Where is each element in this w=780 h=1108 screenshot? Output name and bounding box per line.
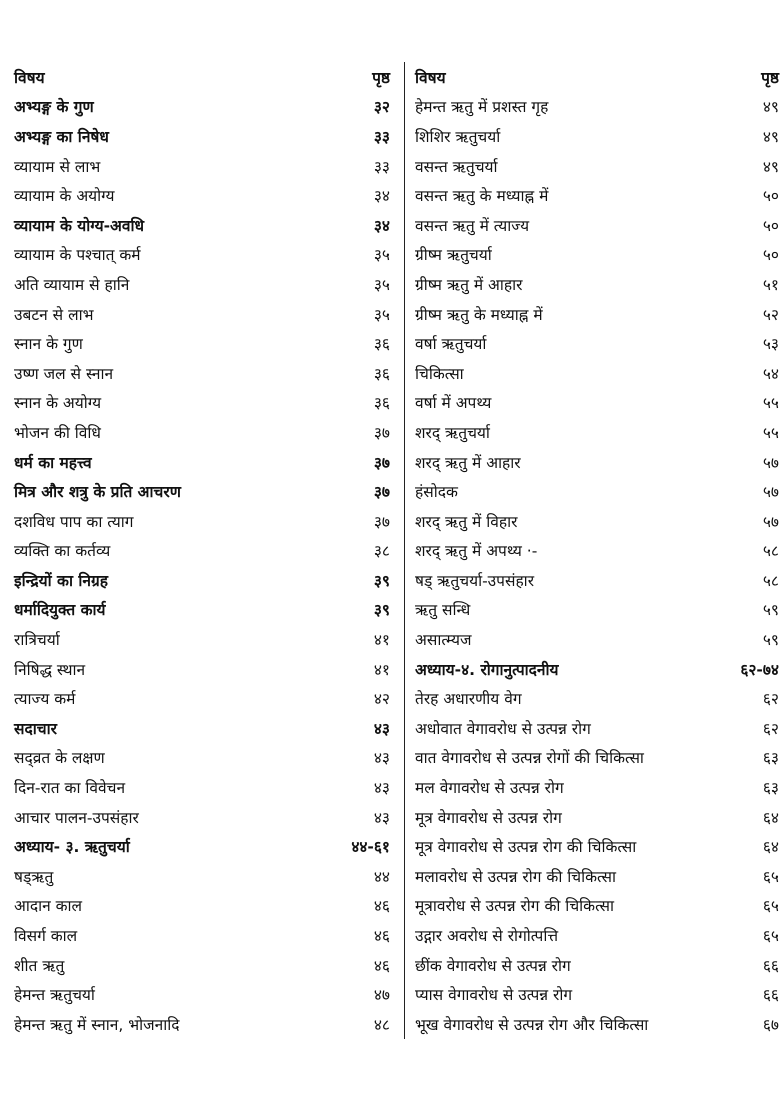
toc-entry — [14, 920, 400, 950]
toc-entry — [14, 447, 400, 477]
toc-entry — [14, 536, 400, 566]
toc-entry — [14, 417, 400, 447]
toc-entry-title: षड् ऋतुचर्या-उपसंहार — [415, 571, 535, 590]
toc-entry — [14, 772, 400, 802]
toc-entry — [405, 388, 780, 418]
toc-entry — [405, 269, 780, 299]
toc-entry-title: भूख वेगावरोध से उत्पन्न रोग और चिकित्सा — [415, 1015, 649, 1034]
toc-entry — [14, 979, 400, 1009]
toc-entry — [405, 595, 780, 625]
toc-entry — [14, 240, 400, 270]
toc-entry — [405, 210, 780, 240]
toc-entry — [14, 831, 400, 861]
toc-entry-title: हेमन्त ऋतु में स्नान, भोजनादि — [14, 1015, 180, 1034]
toc-entry-page: ३२ — [373, 98, 390, 117]
toc-entry-page: ३६ — [373, 335, 390, 354]
column-header-topic: विषय — [415, 68, 446, 87]
toc-entry-page: ६५ — [762, 897, 779, 916]
toc-entry — [14, 269, 400, 299]
toc-entry-title: इन्द्रियों का निग्रह — [14, 571, 108, 590]
toc-entry-page: ३९ — [373, 571, 390, 590]
toc-entry-page: ५७ — [762, 512, 779, 531]
toc-entry-page: ३४ — [373, 216, 390, 235]
toc-entry-page: ४४-६१ — [351, 838, 390, 857]
toc-entry — [14, 743, 400, 773]
toc-entry — [405, 920, 780, 950]
toc-entry-title: उद्गार अवरोध से रोगोत्पत्ति — [415, 927, 559, 946]
toc-entry — [405, 536, 780, 566]
toc-entry-page: ४८ — [373, 1015, 390, 1034]
toc-right-list — [405, 92, 780, 1039]
toc-entry-page: ६२-७४ — [740, 660, 779, 679]
toc-entry-page: ४९ — [762, 127, 779, 146]
toc-entry-page: ३४ — [373, 187, 390, 206]
toc-entry-title: उष्ण जल से स्नान — [14, 364, 114, 383]
toc-entry-page: ३५ — [373, 305, 390, 324]
toc-entry — [405, 417, 780, 447]
toc-entry — [405, 92, 780, 122]
toc-entry-title: अभ्यङ्ग का निषेध — [14, 127, 109, 146]
toc-entry-page: ६३ — [762, 749, 779, 768]
toc-entry-page: ५८ — [762, 542, 779, 561]
toc-entry — [14, 210, 400, 240]
toc-right-header — [405, 62, 780, 92]
toc-entry-page: ५२ — [762, 305, 779, 324]
toc-entry-title: वसन्त ऋतु के मध्याह्न में — [415, 187, 549, 206]
toc-entry — [405, 358, 780, 388]
toc-entry — [405, 1009, 780, 1039]
toc-entry-title: शरद् ऋतु में अपथ्य ·- — [415, 542, 538, 561]
toc-entry-page: ५० — [762, 246, 779, 265]
toc-entry-title: ऋतु सन्धि — [415, 601, 471, 620]
toc-entry-page: ४४ — [373, 867, 390, 886]
toc-entry-title: अधोवात वेगावरोध से उत्पन्न रोग — [415, 719, 591, 738]
toc-left-header — [14, 62, 400, 92]
toc-entry — [405, 151, 780, 181]
toc-entry-title: व्यायाम से लाभ — [14, 157, 101, 176]
toc-entry-title: स्नान के अयोग्य — [14, 394, 102, 413]
toc-entry-page: ६६ — [762, 986, 779, 1005]
toc-entry-page: ४३ — [373, 749, 390, 768]
toc-entry — [405, 506, 780, 536]
toc-right-column — [404, 62, 780, 1039]
toc-entry-title: छींक वेगावरोध से उत्पन्न रोग — [415, 956, 571, 975]
toc-entry — [14, 358, 400, 388]
toc-entry-page: ३७ — [373, 483, 390, 502]
toc-entry-page: ५१ — [762, 275, 779, 294]
toc-entry-title: व्यायाम के अयोग्य — [14, 187, 115, 206]
toc-entry-title: स्नान के गुण — [14, 335, 83, 354]
toc-entry-page: ६४ — [762, 808, 779, 827]
toc-entry-page: ४७ — [373, 986, 390, 1005]
toc-entry-title: व्यायाम के पश्चात् कर्म — [14, 246, 141, 265]
toc-entry-title: निषिद्ध स्थान — [14, 660, 86, 679]
toc-entry — [405, 743, 780, 773]
toc-entry — [14, 683, 400, 713]
toc-entry — [14, 121, 400, 151]
toc-entry — [14, 151, 400, 181]
toc-entry-title: वात वेगावरोध से उत्पन्न रोगों की चिकित्सा — [415, 749, 644, 768]
toc-entry — [405, 476, 780, 506]
toc-entry-title: वर्षा ऋतुचर्या — [415, 335, 487, 354]
toc-entry-page: ३६ — [373, 364, 390, 383]
toc-entry — [14, 1009, 400, 1039]
toc-entry — [405, 121, 780, 151]
toc-entry — [14, 328, 400, 358]
column-header-page: पृष्ठ — [761, 68, 779, 87]
toc-entry-title: ग्रीष्म ऋतु में आहार — [415, 275, 523, 294]
toc-entry — [405, 802, 780, 832]
toc-entry-page: ५८ — [762, 571, 779, 590]
toc-entry-title: विसर्ग काल — [14, 927, 78, 946]
toc-entry — [14, 861, 400, 891]
toc-entry-title: वर्षा में अपथ्य — [415, 394, 492, 413]
toc-entry-title: मूत्र वेगावरोध से उत्पन्न रोग — [415, 808, 562, 827]
toc-entry-title: रात्रिचर्या — [14, 631, 60, 650]
toc-entry — [14, 180, 400, 210]
toc-entry-page: ६५ — [762, 927, 779, 946]
toc-entry-title: मित्र और शत्रु के प्रति आचरण — [14, 483, 181, 502]
toc-entry — [14, 476, 400, 506]
toc-entry-title: शिशिर ऋतुचर्या — [415, 127, 501, 146]
toc-entry-title: अति व्यायाम से हानि — [14, 275, 130, 294]
toc-entry — [405, 240, 780, 270]
toc-entry — [405, 713, 780, 743]
toc-entry-page: ६२ — [762, 719, 779, 738]
toc-entry — [405, 299, 780, 329]
toc-entry-page: ५० — [762, 216, 779, 235]
toc-entry-page: ४६ — [373, 956, 390, 975]
toc-entry — [405, 565, 780, 595]
toc-entry-page: ५५ — [762, 394, 779, 413]
toc-entry-title: वसन्त ऋतुचर्या — [415, 157, 498, 176]
toc-entry-page: ३९ — [373, 601, 390, 620]
toc-entry — [14, 891, 400, 921]
toc-entry-title: हेमन्त ऋतुचर्या — [14, 986, 95, 1005]
toc-entry-title: शरद् ऋतुचर्या — [415, 423, 490, 442]
toc-entry-page: ६२ — [762, 690, 779, 709]
toc-entry-title: भोजन की विधि — [14, 423, 101, 442]
toc-entry-page: ३६ — [373, 394, 390, 413]
toc-entry-page: ३८ — [373, 542, 390, 561]
column-header-page: पृष्ठ — [372, 68, 390, 87]
toc-entry-page: ५७ — [762, 483, 779, 502]
toc-entry-title: मल वेगावरोध से उत्पन्न रोग — [415, 779, 564, 798]
toc-entry-title: चिकित्सा — [415, 364, 464, 383]
toc-entry-page: ३५ — [373, 275, 390, 294]
toc-entry-page: ३७ — [373, 453, 390, 472]
toc-entry — [14, 595, 400, 625]
toc-entry-page: ६५ — [762, 867, 779, 886]
toc-entry-title: तेरह अधारणीय वेग — [415, 690, 522, 709]
toc-entry-title: प्यास वेगावरोध से उत्पन्न रोग — [415, 986, 573, 1005]
toc-entry-page: ४९ — [762, 157, 779, 176]
toc-entry-title: शीत ऋतु — [14, 956, 65, 975]
toc-entry — [405, 447, 780, 477]
toc-entry-title: दशविध पाप का त्याग — [14, 512, 134, 531]
toc-entry-page: ६३ — [762, 779, 779, 798]
toc-entry — [14, 565, 400, 595]
toc-entry-page: ५३ — [762, 335, 779, 354]
toc-entry-title: धर्म का महत्त्व — [14, 453, 92, 472]
toc-entry-title: अध्याय-४. रोगानुत्पादनीय — [415, 660, 559, 679]
toc-entry-title: शरद् ऋतु में विहार — [415, 512, 518, 531]
toc-entry-page: ५० — [762, 187, 779, 206]
toc-entry-title: धर्मादियुक्त कार्य — [14, 601, 106, 620]
toc-left-list — [14, 92, 400, 1039]
toc-entry-title: हेमन्त ऋतु में प्रशस्त गृह — [415, 98, 549, 117]
toc-entry — [14, 299, 400, 329]
toc-entry-page: ४३ — [373, 719, 390, 738]
toc-entry — [14, 388, 400, 418]
toc-entry — [405, 683, 780, 713]
toc-entry-title: असात्म्यज — [415, 631, 472, 650]
toc-entry-page: ६६ — [762, 956, 779, 975]
toc-entry-title: अभ्यङ्ग के गुण — [14, 98, 94, 117]
toc-entry — [14, 506, 400, 536]
toc-entry — [405, 891, 780, 921]
toc-entry-page: ५७ — [762, 453, 779, 472]
toc-entry — [14, 950, 400, 980]
toc-entry — [405, 772, 780, 802]
toc-entry-title: शरद् ऋतु में आहार — [415, 453, 521, 472]
toc-entry-title: मूत्र वेगावरोध से उत्पन्न रोग की चिकित्सा — [415, 838, 637, 857]
toc-entry-title: व्यक्ति का कर्तव्य — [14, 542, 111, 561]
toc-entry-title: अध्याय- ३. ऋतुचर्या — [14, 838, 130, 857]
toc-entry-page: ५९ — [762, 631, 779, 650]
column-header-topic: विषय — [14, 68, 45, 87]
toc-entry-page: ३५ — [373, 246, 390, 265]
toc-entry-title: मलावरोध से उत्पन्न रोग की चिकित्सा — [415, 867, 616, 886]
toc-entry-page: ४६ — [373, 927, 390, 946]
toc-entry-page: ६७ — [762, 1015, 779, 1034]
toc-entry-page: ४६ — [373, 897, 390, 916]
toc-entry — [405, 180, 780, 210]
toc-entry-title: सद्व्रत के लक्षण — [14, 749, 105, 768]
toc-entry-page: ४२ — [373, 690, 390, 709]
toc-entry-page: ३७ — [373, 423, 390, 442]
toc-entry-title: ग्रीष्म ऋतु के मध्याह्न में — [415, 305, 543, 324]
toc-entry — [14, 624, 400, 654]
toc-entry-title: सदाचार — [14, 719, 57, 738]
toc-entry-page: ५४ — [762, 364, 779, 383]
toc-entry-title: षड्ऋतु — [14, 867, 54, 886]
toc-entry — [405, 654, 780, 684]
toc-entry-page: ४३ — [373, 808, 390, 827]
toc-entry-title: ग्रीष्म ऋतुचर्या — [415, 246, 492, 265]
toc-entry-page: ४१ — [373, 660, 390, 679]
toc-entry — [405, 950, 780, 980]
toc-entry-title: दिन-रात का विवेचन — [14, 779, 126, 798]
toc-entry-page: ६४ — [762, 838, 779, 857]
toc-entry — [405, 831, 780, 861]
toc-entry-page: ३७ — [373, 512, 390, 531]
toc-entry-title: वसन्त ऋतु में त्याज्य — [415, 216, 530, 235]
toc-entry — [405, 624, 780, 654]
toc-entry-title: आचार पालन-उपसंहार — [14, 808, 139, 827]
toc-entry-title: हंसोदक — [415, 483, 458, 502]
toc-entry-page: ४३ — [373, 779, 390, 798]
toc-entry-page: ५९ — [762, 601, 779, 620]
toc-entry-title: व्यायाम के योग्य-अवधि — [14, 216, 145, 235]
toc-entry-title: मूत्रावरोध से उत्पन्न रोग की चिकित्सा — [415, 897, 615, 916]
toc-entry — [14, 713, 400, 743]
toc-entry — [14, 802, 400, 832]
toc-entry — [405, 861, 780, 891]
toc-entry — [14, 92, 400, 122]
toc-entry — [405, 328, 780, 358]
toc-entry-title: त्याज्य कर्म — [14, 690, 76, 709]
toc-left-column — [14, 62, 400, 1039]
toc-entry-page: ४९ — [762, 98, 779, 117]
toc-entry — [14, 654, 400, 684]
toc-entry — [405, 979, 780, 1009]
toc-entry-page: ४१ — [373, 631, 390, 650]
toc-entry-page: ३३ — [373, 127, 390, 146]
toc-entry-page: ५५ — [762, 423, 779, 442]
toc-entry-title: उबटन से लाभ — [14, 305, 94, 324]
toc-entry-title: आदान काल — [14, 897, 83, 916]
toc-entry-page: ३३ — [373, 157, 390, 176]
